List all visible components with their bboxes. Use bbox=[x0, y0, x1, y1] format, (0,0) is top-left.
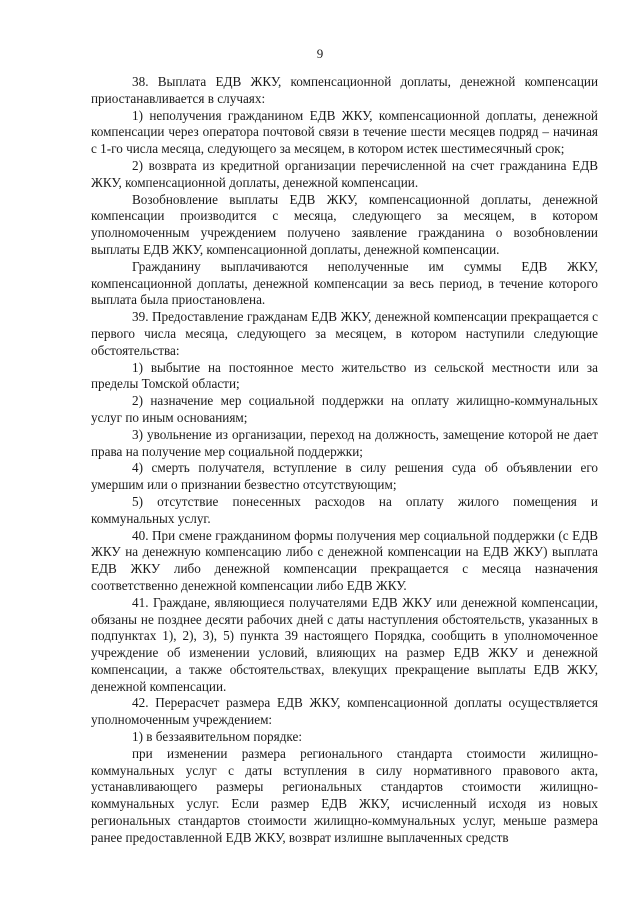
paragraph-38-item-1: 1) неполучения гражданином ЕДВ ЖКУ, компенсационной доплаты, денежной компенсации через оператора почтовой связи в течение шести месяцев подряд – начиная с 1-го числа месяца, следующего за месяцем, в котором истек шестимесячный срок; bbox=[91, 107, 598, 157]
paragraph-41: 41. Граждане, являющиеся получателями ЕДВ ЖКУ или денежной компенсации, обязаны не позднее десяти рабочих дней с даты наступления обстоятельств, указанных в подпунктах 1), 2), 3), 5) пункта 39 настоящего Порядка, сообщить в уполномоченное учреждение об изменении условий, влияющих на размер ЕДВ ЖКУ и денежной компенсации, а также обстоятельствах, влекущих прекращение выплаты ЕДВ ЖКУ, денежной компенсации. bbox=[91, 594, 598, 694]
paragraph-39: 39. Предоставление гражданам ЕДВ ЖКУ, денежной компенсации прекращается с первого числа месяца, следующего за месяцем, в котором наступили следующие обстоятельства: bbox=[91, 309, 598, 358]
paragraph-42: 42. Перерасчет размера ЕДВ ЖКУ, компенсационной доплаты осуществляется уполномоченным учреждением: bbox=[91, 695, 598, 728]
page-number: 9 bbox=[316, 46, 324, 61]
paragraph-resumption: Возобновление выплаты ЕДВ ЖКУ, компенсационной доплаты, денежной компенсации производится с месяца, следующего за месяцем, в котором уполномоченным учреждением получено заявление гражданина о возобновлении выплаты ЕДВ ЖКУ, компенсационной доплаты, денежной компенсации. bbox=[91, 191, 598, 257]
paragraph-39-item-4: 4) смерть получателя, вступление в силу решения суда об объявлении его умершим или о признании безвестно отсутствующим; bbox=[91, 460, 598, 493]
paragraph-39-item-2: 2) назначение мер социальной поддержки на оплату жилищно-коммунальных услуг по иным основаниям; bbox=[91, 393, 598, 425]
document-body bbox=[91, 74, 598, 847]
paragraph-42-recalc: при изменении размера регионального стандарта стоимости жилищно-коммунальных услуг с даты вступления в силу нормативного правового акта, устанавливающего размеры региональных стандартов стоимости жилищно-коммунальных услуг. Если размер ЕДВ ЖКУ, исчисленный исходя из новых региональных стандартов стоимости жилищно-коммунальных услуг, меньше размера ранее предоставленной ЕДВ ЖКУ, возврат излишне выплаченных средств bbox=[91, 745, 598, 845]
paragraph-38-item-2: 2) возврата из кредитной организации перечисленной на счет гражданина ЕДВ ЖКУ, компенсационной доплаты, денежной компенсации. bbox=[91, 157, 598, 190]
paragraph-38: 38. Выплата ЕДВ ЖКУ, компенсационной доплаты, денежной компенсации приостанавливается в случаях: bbox=[91, 74, 598, 106]
paragraph-39-item-3: 3) увольнение из организации, переход на должность, замещение которой не дает права на получение мер социальной поддержки; bbox=[91, 426, 598, 459]
paragraph-unpaid-sums: Гражданину выплачиваются неполученные им суммы ЕДВ ЖКУ, компенсационной доплаты, денежной компенсации за весь период, в течение которого выплата была приостановлена. bbox=[91, 258, 598, 308]
paragraph-39-item-5: 5) отсутствие понесенных расходов на оплату жилого помещения и коммунальных услуг. bbox=[91, 493, 598, 526]
paragraph-42-item-1: 1) в беззаявительном порядке: bbox=[132, 729, 303, 745]
paragraph-39-item-1: 1) выбытие на постоянное место жительство из сельской местности или за пределы Томской области; bbox=[91, 359, 598, 392]
paragraph-40: 40. При смене гражданином формы получения мер социальной поддержки (с ЕДВ ЖКУ на денежную компенсацию либо с денежной компенсации на ЕДВ ЖКУ) выплата ЕДВ ЖКУ либо денежной компенсации прекращается с месяца назначения соответственно денежной компенсации либо ЕДВ ЖКУ. bbox=[91, 527, 598, 593]
